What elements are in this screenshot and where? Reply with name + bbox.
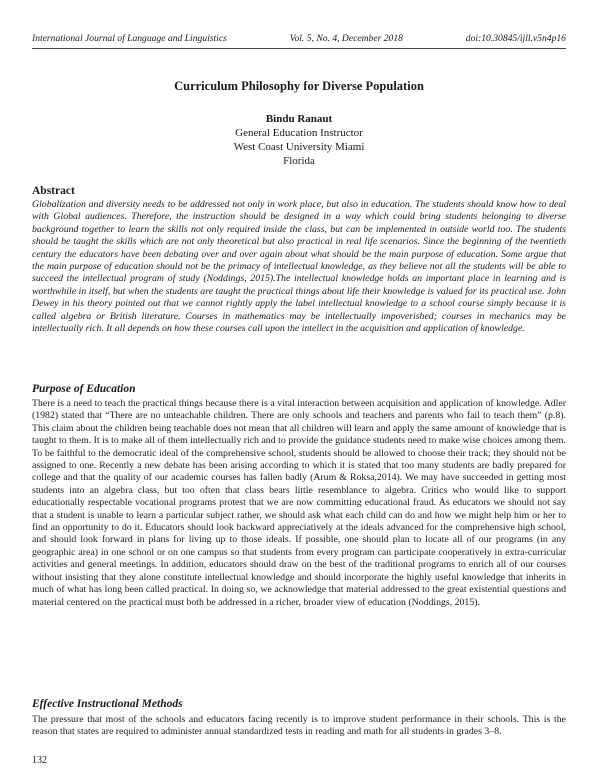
methods-heading: Effective Instructional Methods [32, 698, 183, 710]
article-title: Curriculum Philosophy for Diverse Population [174, 79, 424, 93]
running-header [32, 33, 566, 45]
purpose-text: There is a need to teach the practical things because there is a vital interaction between acquisition and application of knowledge. Adler (1982) stated that “There are no unteachable children. There are only schools and teachers and parents who fail to teach them” (p.8). This claim about the children being teachable does not mean that all children will learn and apply the same amount of knowledge that is taught to them. It is to make all of them intellectually rich and to provide the guidance students need to make wise choices among them. To be faithful to the democratic ideal of the comprehensive school, students should be allowed to choose their track; they should not be assigned to one. Recently a new debate has been arising according to which it is stated that too many students are badly prepared for college and that the quality of our academic courses has fallen badly (Arum & Roksa,2014). We may have succeeded in getting most students into an algebra class, but too often that class bears little resemblance to algebra. Critics who would like to support educationally respectable vocational programs protest that we are now committing educational fraud. As educators we should not say that a student is unable to learn a particular subject rather, we should ask what each child can do and how we might help him or her to find an opportunity to do it. Educators should look backward appreciatively at the ideals advanced for the comprehensive high school, and should look forward in plans for living up to those ideals. If possible, one should plan to locate all of our programs (in any geographic area) in one school or on one campus so that students from every program can participate cooperatively in extra-curricular activities and general meetings. In addition, educators should draw on the best of the traditional programs to enrich all of our courses without insisting that they alone constitute intellectual knowledge and should incorporate the highly useful knowledge that inherits in much of what has long been called practical. In doing so, we acknowledge that material addressed to the great existential questions and material centered on the practical must both be addressed in a richer, broader view of education (Noddings, 2015). [32, 398, 566, 608]
journal-name: International Journal of Language and Linguistics [32, 33, 227, 44]
doi-link[interactable]: doi:10.30845/ijll.v5n4p16 [465, 33, 566, 44]
header-divider [32, 48, 566, 49]
abstract-heading: Abstract [32, 185, 75, 197]
purpose-heading: Purpose of Education [32, 383, 136, 395]
author-institution: West Coast University Miami [233, 141, 365, 153]
page-number: 132 [32, 755, 47, 766]
author-location: Florida [283, 155, 315, 167]
author-block [32, 112, 566, 168]
methods-text: The pressure that most of the schools and educators facing recently is to improve student performance in their schools. This is the reason that states are required to administer annual standardized tests in reading and math for all students in grades 3–8. [32, 714, 566, 738]
author-role: General Education Instructor [235, 127, 363, 139]
abstract-text: Globalization and diversity needs to be addressed not only in work place, but also in education. The students should know how to deal with Global audiences. Therefore, the instruction should be designed in a way which could bring students belonging to diverse background together to learn the skills not only required inside the class, but can be implemented in outside world too. The students should be taught the skills which are not only theoretical but also practical in real life scenarios. Since the beginning of the twentieth century the educators have been debating over and over again about what should be the main purpose of education. Some argue that the main purpose of education should not be the primacy of intellectual knowledge, as they believe not all the students will be able to succeed the intellectual program of study (Noddings, 2015).The intellectual knowledge holds an important place in learning and is worthwhile in itself, but when the students are taught the practical things about life their knowledge is valued for its practical use. John Dewey in his theory pointed out that we cannot rightly apply the label intellectual knowledge to a school course simply because it is called algebra or British literature. Courses in mathematics may be intellectually impoverished; courses in mechanics may be intellectually rich. It all depends on how these courses call upon the intellect in the acquisition and application of knowledge. [32, 199, 566, 335]
issue-info: Vol. 5, No. 4, December 2018 [289, 33, 403, 44]
author-name: Bindu Ranaut [265, 113, 333, 125]
